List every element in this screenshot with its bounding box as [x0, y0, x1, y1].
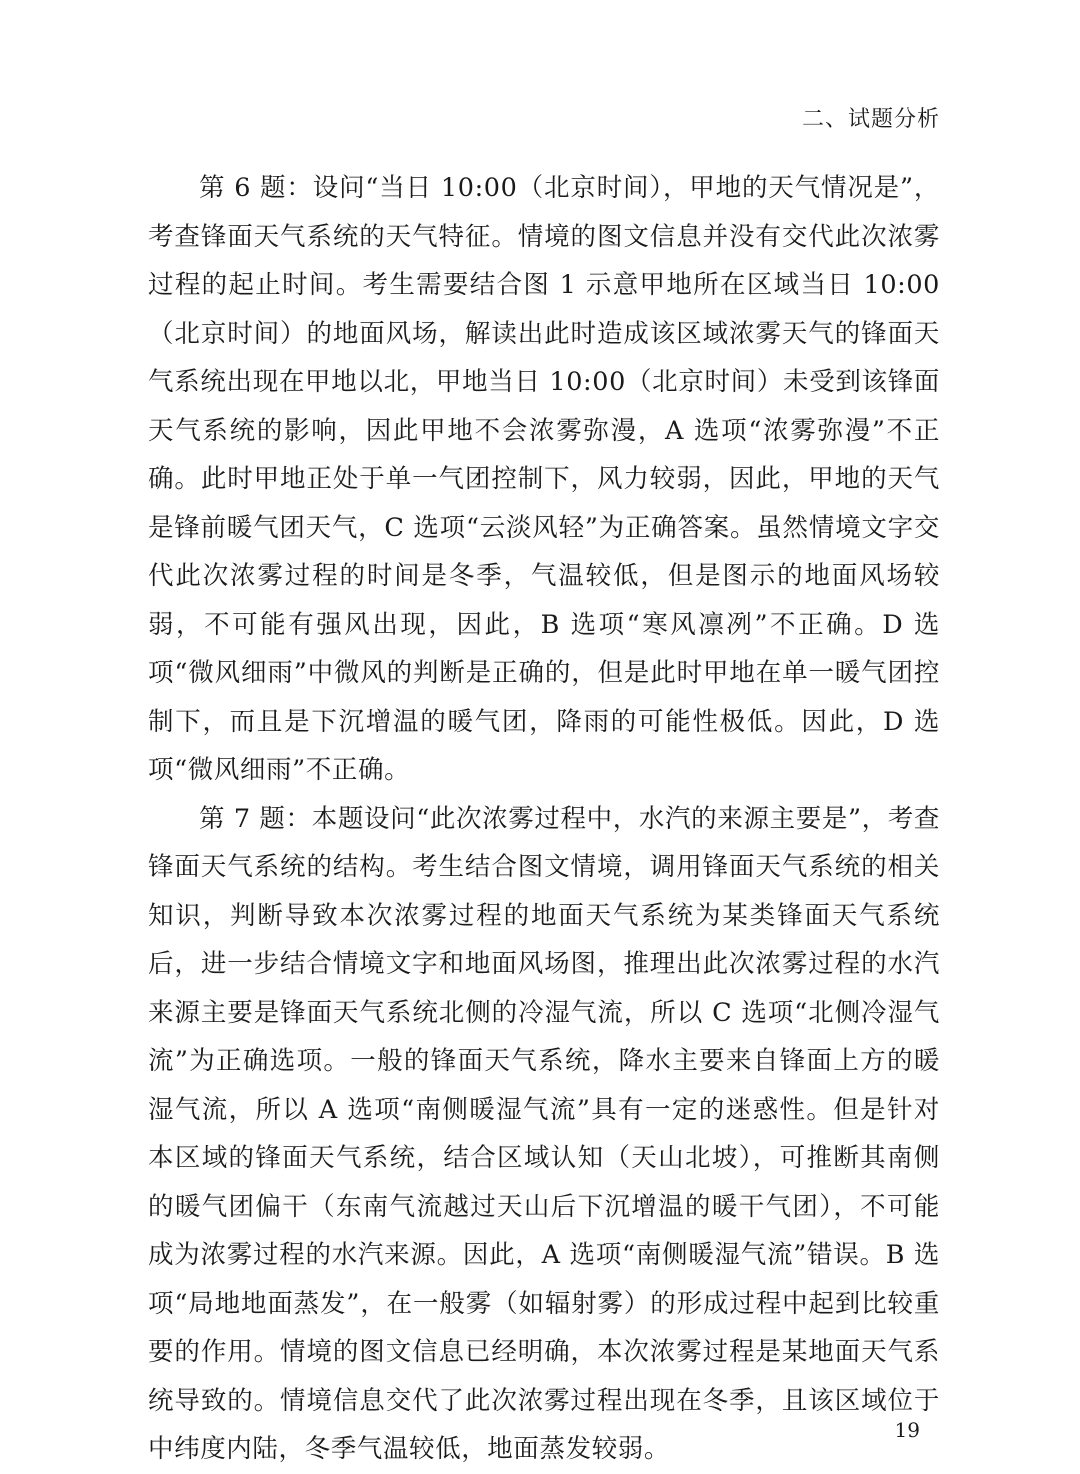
paragraph-question-6: 第 6 题：设问“当日 10:00（北京时间），甲地的天气情况是”，考查锋面天气系统的天气特征。情境的图文信息并没有交代此次浓雾过程的起止时间。考生需要结合图 1 示意甲地所在区域当日 10:00（北京时间）的地面风场，解读出此时造成该区域浓雾天气的锋面天气系统出现在甲地以北，甲地当日 10:00（北京时间）未受到该锋面天气系统的影响，因此甲地不会浓雾弥漫，A 选项“浓雾弥漫”不正确。此时甲地正处于单一气团控制下，风力较弱，因此，甲地的天气是锋前暖气团天气，C 选项“云淡风轻”为正确答案。虽然情境文字交代此次浓雾过程的时间是冬季，气温较低，但是图示的地面风场较弱，不可能有强风出现，因此，B 选项“寒风凛冽”不正确。D 选项“微风细雨”中微风的判断是正确的，但是此时甲地在单一暖气团控制下，而且是下沉增温的暖气团，降雨的可能性极低。因此，D 选项“微风细雨”不正确。 [148, 173, 940, 785]
body-text [148, 164, 940, 1474]
page-number: 19 [894, 1418, 920, 1442]
paragraph-question-7: 第 7 题：本题设问“此次浓雾过程中，水汽的来源主要是”，考查锋面天气系统的结构。考生结合图文情境，调用锋面天气系统的相关知识，判断导致本次浓雾过程的地面天气系统为某类锋面天气系统后，进一步结合情境文字和地面风场图，推理出此次浓雾过程的水汽来源主要是锋面天气系统北侧的冷湿气流，所以 C 选项“北侧冷湿气流”为正确选项。一般的锋面天气系统，降水主要来自锋面上方的暖湿气流，所以 A 选项“南侧暖湿气流”具有一定的迷惑性。但是针对本区域的锋面天气系统，结合区域认知（天山北坡），可推断其南侧的暖气团偏干（东南气流越过天山后下沉增温的暖干气团），不可能成为浓雾过程的水汽来源。因此，A 选项“南侧暖湿气流”错误。B 选项“局地地面蒸发”，在一般雾（如辐射雾）的形成过程中起到比较重要的作用。情境的图文信息已经明确，本次浓雾过程是某地面天气系统导致的。情境信息交代了此次浓雾过程出现在冬季，且该区域位于中纬度内陆，冬季气温较低，地面蒸发较弱。 [148, 803, 940, 1464]
running-header-section-title: 二、试题分析 [801, 107, 940, 132]
